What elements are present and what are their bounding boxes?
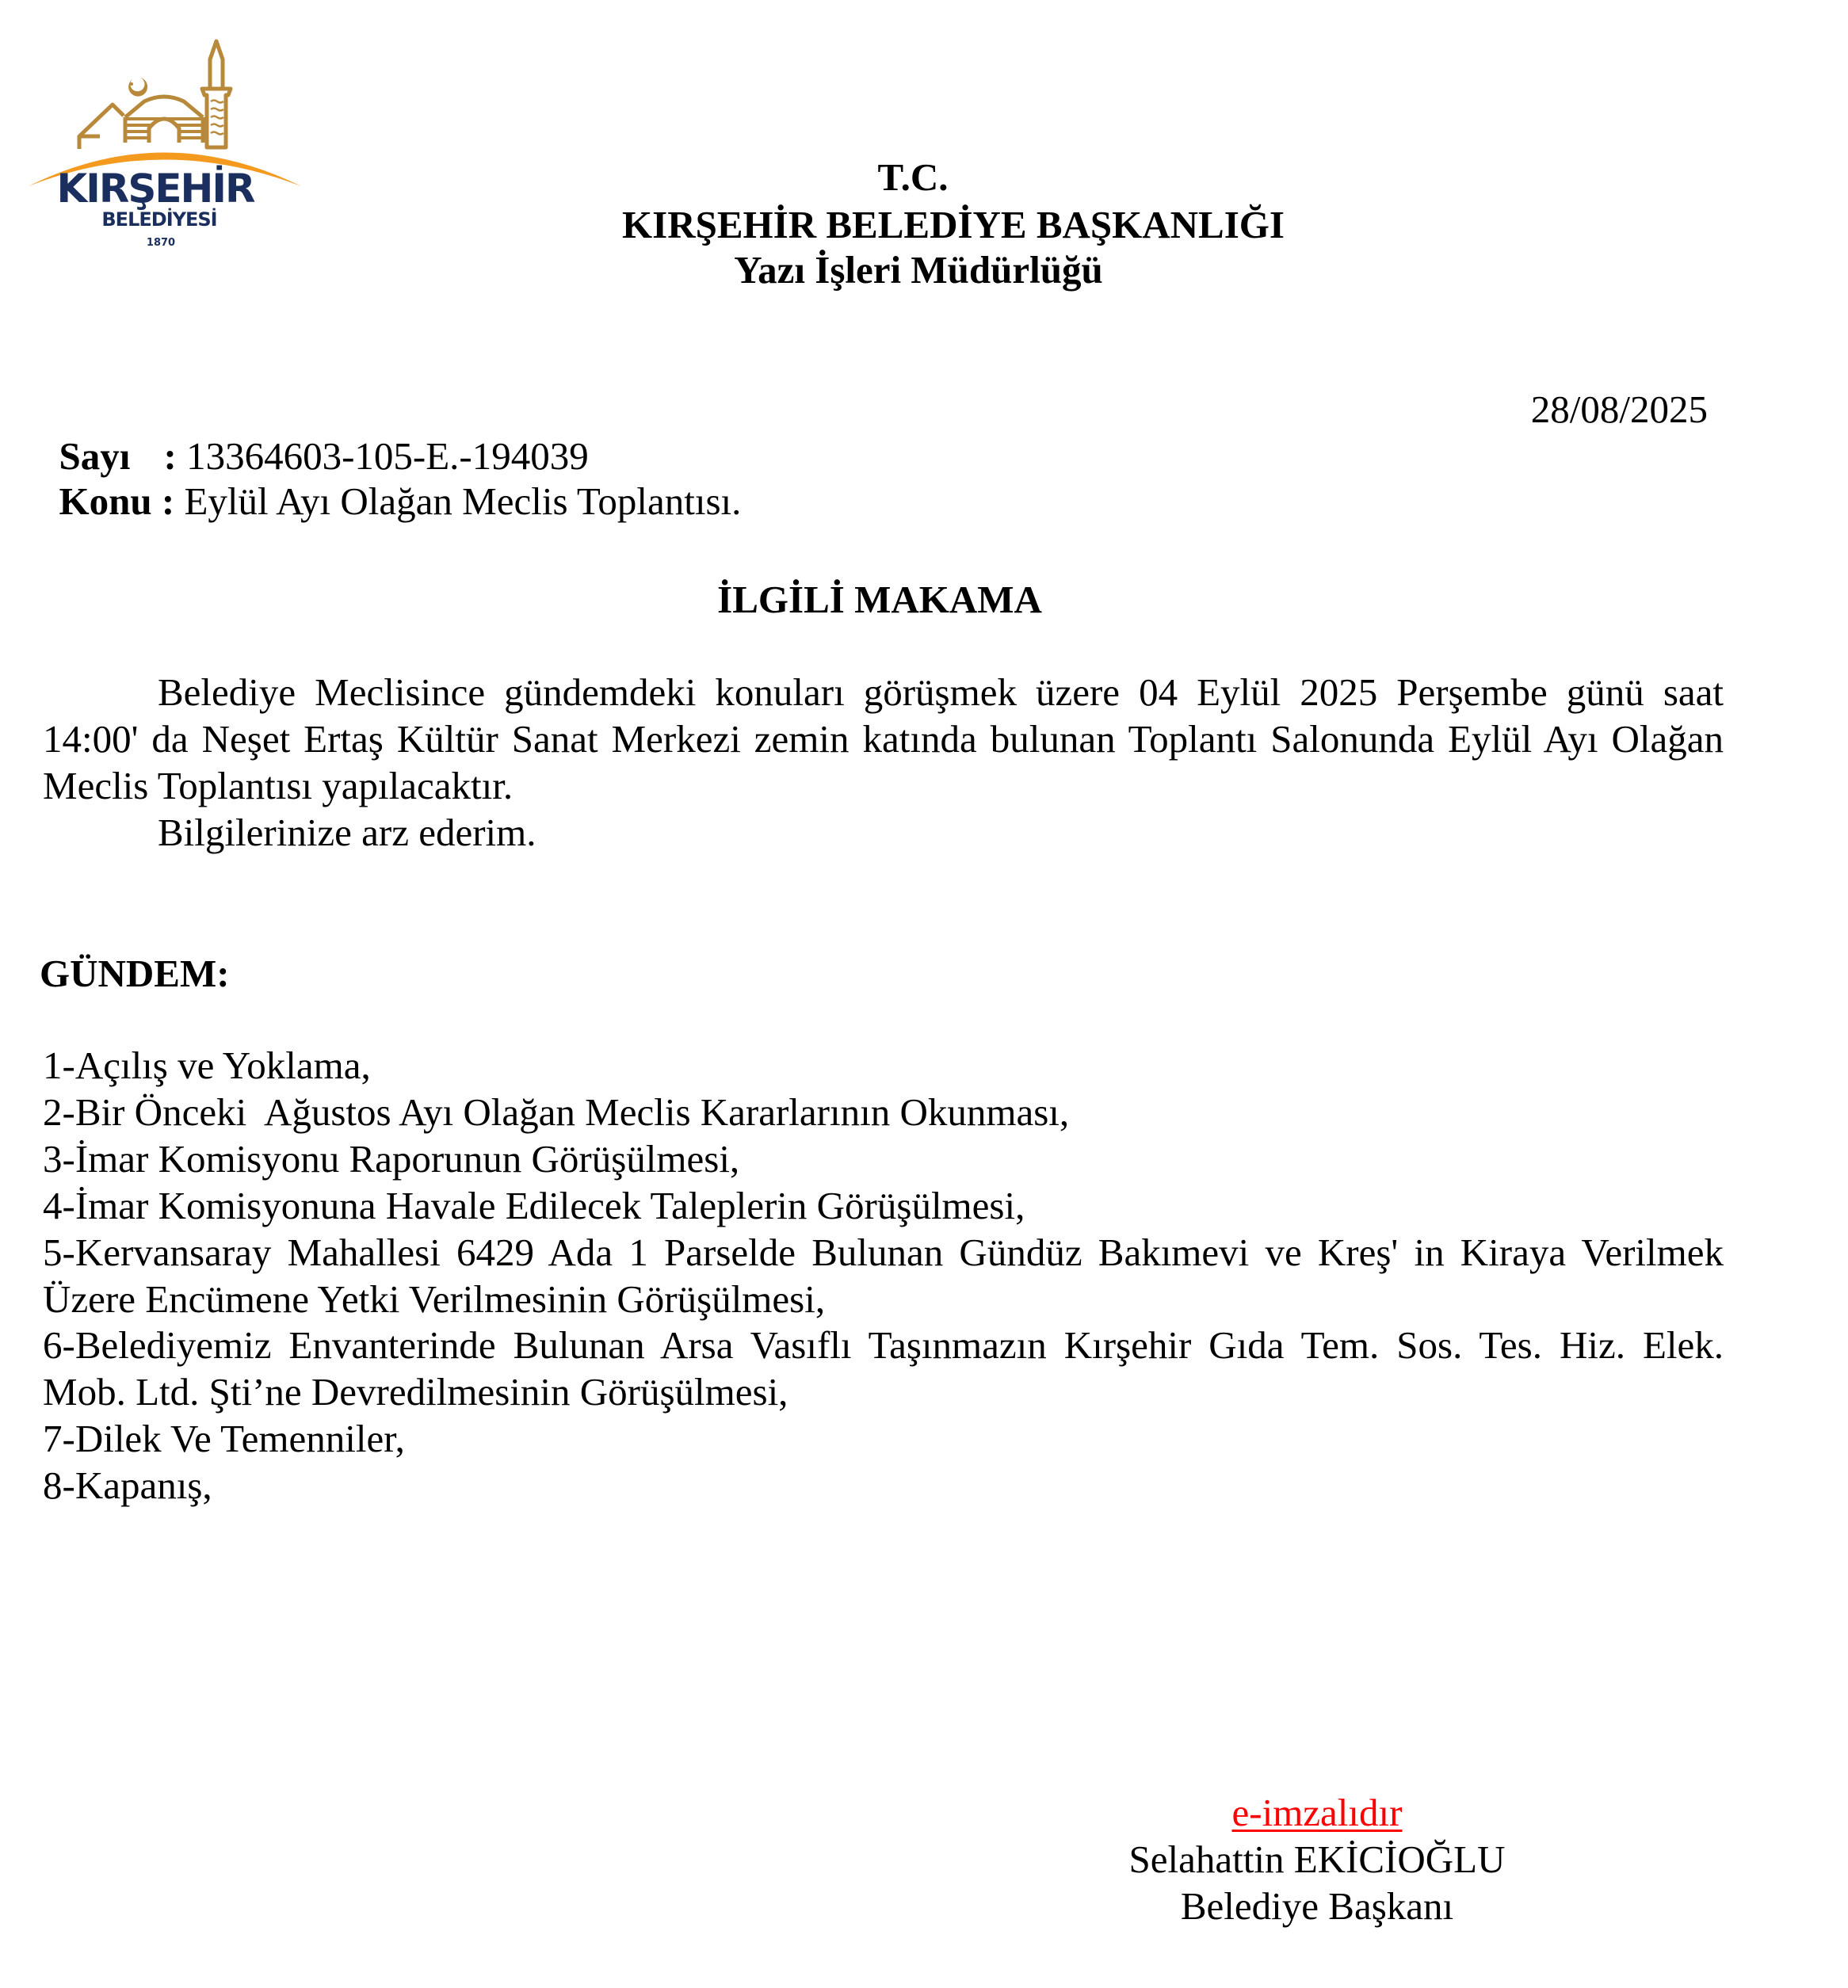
- addressee-heading: İLGİLİ MAKAMA: [717, 578, 1042, 621]
- subject-colon: :: [161, 479, 175, 523]
- subject-row: [40, 431, 741, 525]
- subject-label: Konu: [59, 479, 152, 523]
- agenda-item: 6-Belediyemiz Envanterinde Bulunan Arsa Vasıflı Taşınmazın Kırşehir Gıda Tem. Sos. Tes. Hiz. Elek. Mob. Ltd. Şti’ne Devredilmesinin Görüşülmesi,: [43, 1323, 1734, 1414]
- logo-year: 1870: [146, 237, 176, 249]
- agenda-item: 5-Kervansaray Mahallesi 6429 Ada 1 Parselde Bulunan Gündüz Bakımevi ve Kreş' in Kiraya Verilmek Üzere Encümene Yetki Verilmesinin Görüşülmesi,: [43, 1230, 1734, 1321]
- body-text: [43, 669, 1724, 856]
- body-paragraph: Belediye Meclisince gündemdeki konuları görüşmek üzere 04 Eylül 2025 Perşembe günü saat 14:00' da Neşet Ertaş Kültür Sanat Merkezi zemin katında bulunan Toplantı Salonunda Eylül Ayı Olağan Meclis Toplantısı yapılacaktır.: [43, 670, 1724, 807]
- document-number-colon: :: [163, 434, 177, 478]
- signature-block: [1000, 1789, 1634, 1929]
- header-department: Yazı İşleri Müdürlüğü: [734, 248, 1103, 292]
- logo-name: KIRŞEHİR: [56, 166, 254, 212]
- agenda-item: 3-İmar Komisyonu Raporunun Görüşülmesi,: [43, 1136, 740, 1181]
- agenda-title: GÜNDEM:: [40, 952, 230, 995]
- agenda-item: 4-İmar Komisyonuna Havale Edilecek Taleplerin Görüşülmesi,: [43, 1183, 1025, 1227]
- document-date: 28/08/2025: [1530, 387, 1708, 431]
- e-signature-status: e-imzalıdır: [1231, 1791, 1403, 1834]
- agenda-item: 8-Kapanış,: [43, 1463, 212, 1508]
- body-closing: Bilgilerinize arz ederim.: [158, 811, 536, 854]
- municipality-logo: [24, 32, 309, 254]
- agenda-item: 1-Açılış ve Yoklama,: [43, 1044, 371, 1087]
- logo-subtitle: BELEDİYESİ: [101, 208, 217, 231]
- header-organization: KIRŞEHİR BELEDİYE BAŞKANLIĞI: [622, 203, 1285, 246]
- agenda-item: 7-Dilek Ve Temenniler,: [43, 1417, 405, 1461]
- document-number-value: 13364603-105-E.-194039: [186, 434, 589, 478]
- signer-title: Belediye Başkanı: [1180, 1884, 1454, 1928]
- agenda-item: 2-Bir Önceki Ağustos Ayı Olağan Meclis Kararlarının Okunması,: [43, 1089, 1070, 1134]
- signer-name: Selahattin EKİCİOĞLU: [1128, 1837, 1506, 1881]
- mosque-minaret-logo-icon: [79, 41, 231, 149]
- agenda-list: [43, 1043, 1734, 1509]
- subject-value: Eylül Ayı Olağan Meclis Toplantısı.: [184, 479, 742, 523]
- header-tc: T.C.: [877, 155, 949, 199]
- document-number-label: Sayı: [59, 434, 131, 478]
